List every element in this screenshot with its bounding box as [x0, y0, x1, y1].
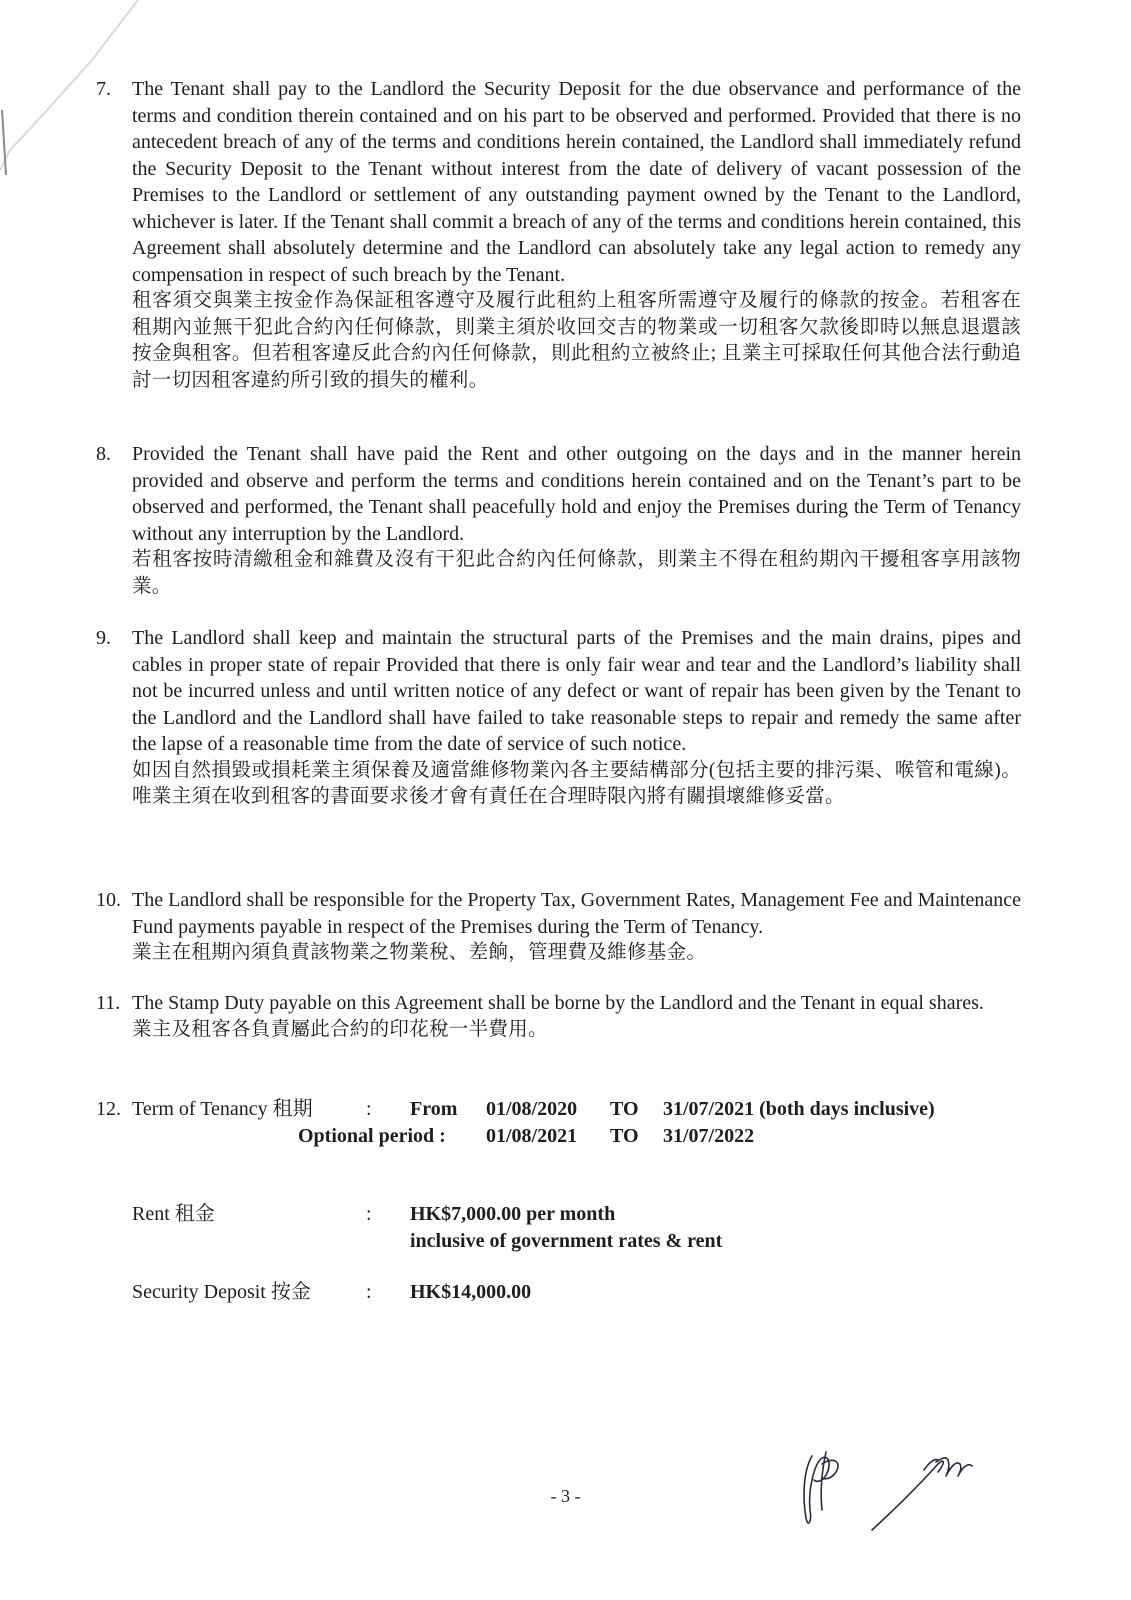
deposit-label: Security Deposit 按金 [132, 1281, 311, 1303]
clause-9 [96, 625, 1021, 811]
clause-text-en: The Tenant shall pay to the Landlord the Security Deposit for the due observance and performance of the terms and condition therein contained and on his part to be observed and performed. Provided that there is no antecedent breach of any of the terms and conditions herein contained, the Landlord shall immediately refund the Security Deposit to the Tenant without interest from the date of delivery of vacant possession of the Premises to the Landlord or settlement of any outstanding payment owned by the Tenant to the Landlord, whichever is later. If the Tenant shall commit a breach of any of the terms and conditions herein contained, this Agreement shall absolutely determine and the Landlord can absolutely take any legal action to remedy any compensation in respect of such breach by the Tenant. [132, 78, 1021, 286]
page-number: - 3 - [550, 1486, 581, 1506]
optional-to-label: TO [610, 1125, 639, 1147]
clause-text-en: The Stamp Duty payable on this Agreement shall be borne by the Landlord and the Tenant in equal shares. [132, 992, 984, 1014]
clause-7 [96, 76, 1021, 394]
term-label: Term of Tenancy 租期 [132, 1098, 313, 1120]
from-label: From [410, 1098, 458, 1120]
rent-colon: : [366, 1203, 372, 1225]
optional-end-date: 31/07/2022 [663, 1125, 755, 1147]
clause-number: 10. [96, 889, 121, 911]
rent-value: HK$7,000.00 per month [410, 1203, 616, 1225]
rent-label: Rent 租金 [132, 1203, 215, 1225]
signature-initials [800, 1450, 990, 1540]
deposit-value: HK$14,000.00 [410, 1281, 532, 1303]
clause-number: 11. [96, 992, 121, 1014]
term-colon: : [366, 1098, 372, 1120]
clause-text-zh: 業主及租客各負責屬此合約的印花稅一半費用。 [132, 1018, 548, 1040]
end-date: 31/07/2021 (both days inclusive) [663, 1098, 935, 1120]
clause-text-zh: 業主在租期內須負責該物業之物業稅、差餉，管理費及維修基金。 [132, 942, 707, 963]
clause-number: 8. [96, 443, 111, 465]
deposit-colon: : [366, 1281, 372, 1303]
clause-text-en: Provided the Tenant shall have paid the Rent and other outgoing on the days and in the manner herein provided and observe and perform the terms and conditions herein contained and on the Tenant’s part to be observed and performed, the Tenant shall peacefully hold and enjoy the Premises during the Term of Tenancy without any interruption by the Landlord. [132, 443, 1021, 545]
rent-note: inclusive of government rates & rent [410, 1230, 723, 1252]
start-date: 01/08/2020 [486, 1098, 578, 1120]
clause-text-en: The Landlord shall keep and maintain the structural parts of the Premises and the main drains, pipes and cables in proper state of repair Provided that there is only fair wear and tear and the Landlord’s liability shall not be incurred unless and until written notice of any defect or want of repair has been given by the Tenant to the Landlord and the Landlord shall have failed to take reasonable steps to repair and remedy the same after the lapse of a reasonable time from the date of service of such notice. [132, 627, 1021, 755]
clause-text-zh: 若租客按時清繳租金和雜費及沒有干犯此合約內任何條款，則業主不得在租約期內干擾租客享用該物業。 [132, 549, 1021, 597]
clause-text-zh: 租客須交與業主按金作為保証租客遵守及履行此租約上租客所需遵守及履行的條款的按金。若租客在租期內並無干犯此合約內任何條款，則業主須於收回交吉的物業或一切租客欠款後即時以無息退還該按金與租客。但若租客違反此合約內任何條款，則此租約立被終止; 且業主可採取任何其他合法行動追討一切因租客違約所引致的損失的權利。 [132, 290, 1021, 391]
clause-number: 9. [96, 627, 111, 649]
clause-10 [96, 887, 1021, 967]
optional-start-date: 01/08/2021 [486, 1125, 578, 1147]
to-label: TO [610, 1098, 639, 1120]
clause-text-en: The Landlord shall be responsible for the Property Tax, Government Rates, Management Fee and Maintenance Fund payments payable in respect of the Premises during the Term of Tenancy. [132, 889, 1021, 938]
clause-11 [96, 990, 1021, 1043]
optional-period-label: Optional period : [298, 1125, 446, 1147]
clause-8 [96, 441, 1021, 600]
clause-number: 7. [96, 78, 111, 100]
clause-number: 12. [96, 1098, 121, 1120]
clause-text-zh: 如因自然損毀或損耗業主須保養及適當維修物業內各主要結構部分(包括主要的排污渠、喉管和電線)。唯業主須在收到租客的書面要求後才會有責任在合理時限內將有關損壞維修妥當。 [132, 759, 1021, 807]
